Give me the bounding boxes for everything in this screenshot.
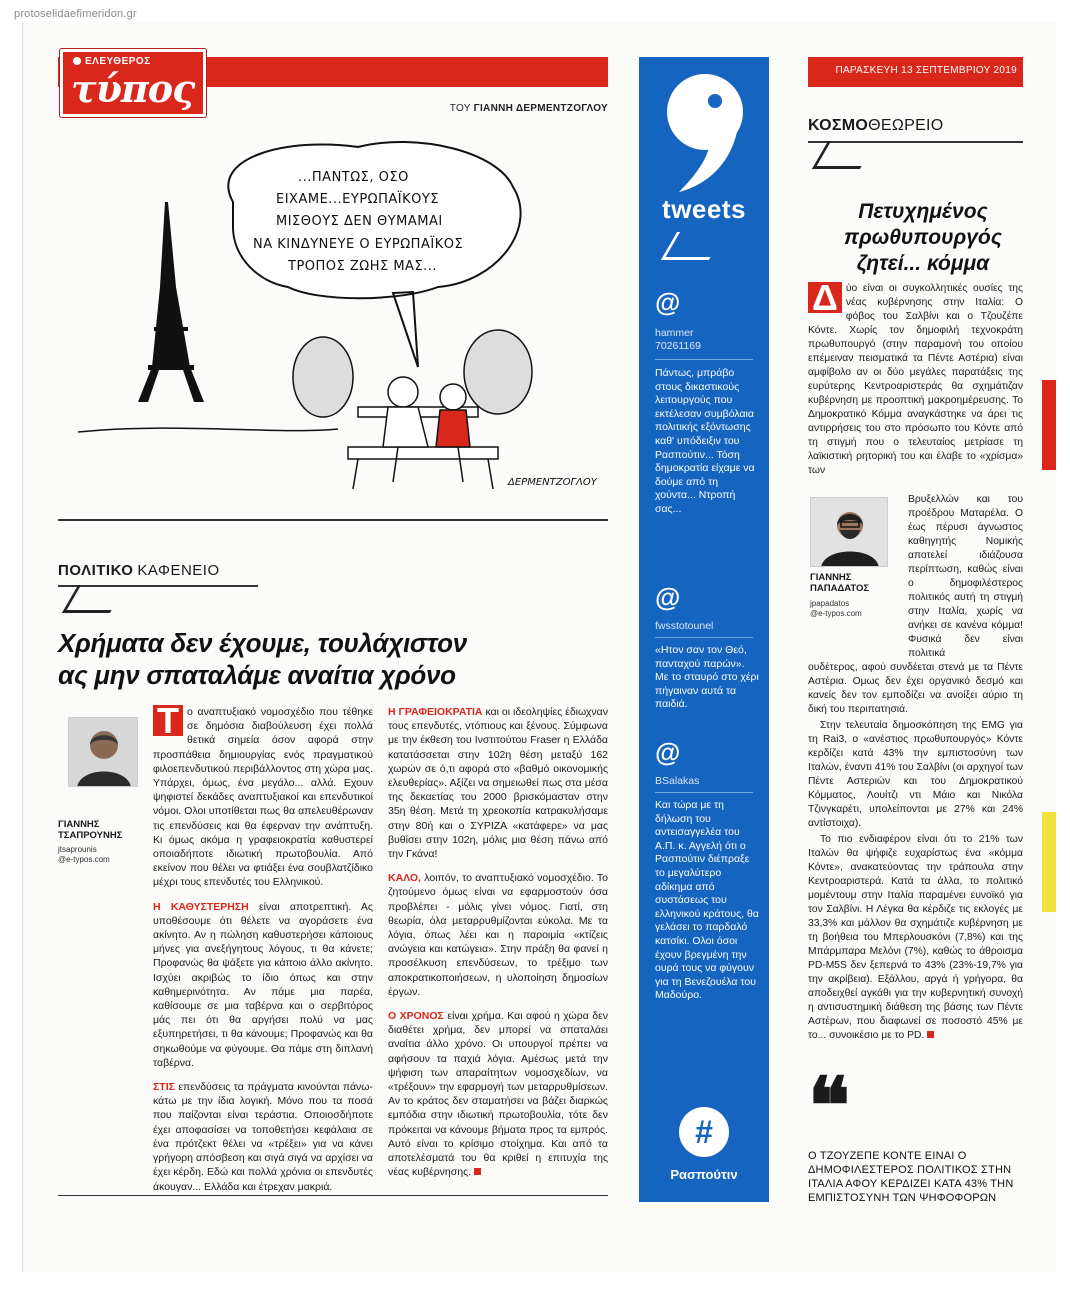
bubble-line-4: ΝΑ ΚΙΝΔΥΝΕΥΕ Ο ΕΥΡΩΠΑΪΚΟΣ [253, 237, 464, 252]
author-handle-left [58, 845, 110, 865]
section-title-light: ΚΑΦΕΝΕΙΟ [137, 562, 220, 579]
byline-name: ΓΙΑΝΝΗ ΔΕΡΜΕΝΤΖΟΓΛΟΥ [473, 103, 608, 114]
tweet-separator-1 [655, 359, 753, 360]
tweet-handle-1-line-2: 70261169 [655, 340, 701, 352]
author-right-first-name: ΓΙΑΝΝΗΣ [810, 572, 852, 583]
eiffel-tower-drawing [138, 202, 204, 402]
right-paragraph-1a-text: ύο είναι οι συγκολλητικές ουσίες της νέας κυβέρνησης στην Ιταλία: Ο φόβος του Σαλβίνι και ο Τζουζέπε Κόντε. Χωρίς τον δημοφιλή τεχνοκράτη πρωθυπουργό (στην παραμονή του οποίου επέμειναν πεισματικά τα Πέντε Αστέρια) είναι αμφίβολο αν οι δύο μεγάλες παρατάξεις της ευρύτερης Κεντροαριστεράς θα σχημάτιζαν κυβέρνηση με προοπτική μακροημέρευσης. Το Δημοκρατικό Κόμμα αναγκάστηκε να άρει τις αντιρρήσεις του στο πρόσωπο του Κόντε από τη στιγμή που ο τελευταίος μετρίασε τη λαϊκιστική ρητορική του και έλαβε το «χρίσμα» των [808, 283, 1023, 476]
ground-line [78, 428, 338, 432]
paragraph-2-text: είναι αποτρεπτική. Ας υποθέσουμε ότι θέλετε να αγοράσετε ένα ακίνητο. Αν η πώληση καθυστερήσει κάποιους μήνες για ανεξήγητους λόγους, τι θα κάνετε; Προφανώς θα ψάξετε για κάποιο άλλο ακίνητο. Ισχύει ακριβώς το ίδιο όπως και στην καθημερινότητα. Αν πάμε μια παρέα, καθίσουμε σε μια ταβέρνα και ο σερβιτόρος μάς πει ότι θα αργήσει πολύ να μας εξυπηρετήσει, τι θα κάνουμε; Προφανώς και θα σηκωθούμε να φύγουμε. Θα πάμε στη διπλανή ταβέρνα. [153, 900, 373, 1069]
cartoon-signature: ΔΕΡΜΕΝΤΖΟΓΛΟΥ [508, 477, 597, 488]
dropcap-right: Δ [808, 282, 842, 313]
author-right-handle-1: jpapadatos [810, 599, 850, 608]
article-body-col-2 [388, 705, 608, 1182]
end-mark-right-icon [927, 1031, 934, 1038]
section-title-right [808, 117, 944, 135]
bottom-rule-left [58, 1195, 608, 1196]
paragraph-4-lead: Η ΓΡΑΦΕΙΟΚΡΑΤΙΑ [388, 706, 483, 718]
author-name-left [58, 819, 122, 841]
section-hook-icon [62, 585, 126, 613]
hashtag-icon: # [679, 1107, 729, 1157]
section-title-bold: ΠΟΛΙΤΙΚΟ [58, 562, 134, 579]
right-paragraph-3 [808, 833, 1023, 1043]
right-paragraph-2: Στην τελευταία δημοσκόπηση της EMG για τη Rai3, ο «ανέστιος πρωθυπουργός» Κόντε κερδίζει κατά 43% την εμπιστοσύνη των Ιταλών, έναντι 41% του Σαλβίνι (οι αρχηγοί των Πέντε Αστεριών και του Δημοκρατικού Κόμματος, Λουίτζι ντι Μάιο και Νικόλα Τζινγκαρέτι, υπολείπονται με 27% και 24% αντίστοιχα). [808, 720, 1023, 829]
right-body-top [808, 277, 1023, 480]
byline [450, 103, 608, 114]
right-paragraph-1c: ουδέτερος, αφού συνδέεται στενά με τα Πέντε Αστέρια. Ομως δεν έχει οργανικό δεσμό και κανείς δεν τον εμποδίζει να ανοίξει αύριο τη δική του περιπατησιά. [808, 662, 1023, 715]
logo-main-text: τύπος [71, 66, 195, 111]
bubble-line-2: ΕΙΧΑΜΕ...ΕΥΡΩΠΑΪΚΟΥΣ [276, 192, 440, 207]
bubble-line-5: ΤΡΟΠΟΣ ΖΩΗΣ ΜΑΣ... [288, 259, 438, 274]
logo [60, 49, 206, 117]
paragraph-5-lead: ΚΑΛΟ, [388, 872, 421, 885]
author-last-name: ΤΣΑΠΡΟΥΝΗΣ [58, 830, 123, 841]
issue-date: ΠΑΡΑΣΚΕΥΗ 13 ΣΕΠΤΕΜΒΡΙΟΥ 2019 [835, 65, 1017, 76]
paragraph-6-lead: Ο ΧΡΟΝΟΣ [388, 1010, 444, 1023]
tweet-handle-3[interactable]: BSalakas [655, 775, 700, 787]
bubble-line-3: ΜΙΣΘΟΥΣ ΔΕΝ ΘΥΜΑΜΑΙ [276, 214, 443, 229]
paragraph-3 [153, 1080, 373, 1194]
newspaper-page [22, 22, 1056, 1272]
right-headline-line-1: Πετυχημένος [858, 200, 988, 223]
page-edge-red-mark [1042, 380, 1056, 470]
tweet-text-3: Και τώρα με τη δήλωση του αντεισαγγελέα του Α.Π. κ. Αγγελή ότι ο Ρασπούτιν διέπραξε το μεγαλύτερο αδίκημα από συστάσεως του ελληνικού κράτους, θα γελάσει το παρδαλό κατσίκι. Ολοι όσοι έχουν βρεγμένη την ουρά τους να φύγουν για τη Βενεζουέλα του Μαδούρο. [655, 799, 759, 1002]
author-handle-2: @e-typos.com [58, 855, 110, 864]
at-icon-3: @ [655, 737, 681, 767]
tweet-text-1: Πάντως, μπράβο στους δικαστικούς λειτουργούς που εκτέλεσαν συμβόλαια πολιτικής εξόντωσης καθ' υπόδειξιν του Ρασπούτιν... Τόση δημοκρατία είχαμε να δούμε από τη χούντα... Ντροπή σας... [655, 367, 755, 515]
logo-small-text: ΕΛΕΥΘΕΡΟΣ [73, 56, 151, 67]
at-icon-1: @ [655, 287, 681, 317]
tweet-handle-1-line-1: hammer [655, 327, 694, 339]
quote-mark-icon: ❝ [808, 1061, 850, 1152]
paragraph-3-lead: ΣΤΙΣ [153, 1081, 175, 1094]
tweets-column [639, 57, 769, 1202]
tweet-handle-2[interactable]: fwsstotounel [655, 620, 714, 632]
tweet-text-2: «Ητον σαν τον Θεό, πανταχού παρών». Με το σταυρό στο χέρι πήγαιναν αυτά τα παιδιά. [655, 644, 759, 711]
author-right-handle-2: @e-typos.com [810, 609, 862, 618]
paragraph-4 [388, 705, 608, 861]
pull-quote-caption: Ο ΤΖΟΥΖΕΠΕ ΚΟΝΤΕ ΕΙΝΑΙ Ο ΔΗΜΟΦΙΛΕΣΤΕΡΟΣ ΠΟΛΙΤΙΚΟΣ ΣΤΗΝ ΙΤΑΛΙΑ ΑΦΟΥ ΚΕΡΔΙΖΕΙ ΚΑΤΑ 43% ΤΗΝ ΕΜΠΙΣΤΟΣΥΝΗ ΤΩΝ ΨΗΦΟΦΟΡΩΝ [808, 1150, 1014, 1204]
paragraph-4-text: και οι ιδεοληψίες έδιωχναν τους επενδυτές, ντόπιους και ξένους. Σύμφωνα με την έκθεση του Ινστιτούτου Fraser η Ελλάδα κατατάσσεται στην 102η θέση μεταξύ 162 χωρών σε ό,τι αφορά στο «βαθμό οικονομικής ελευθερίας». Αξίζει να σημειωθεί πως στα μέσα της δεκαετίας του 2000 βρισκόμασταν στην 35η θέση. Μετά τη χρεοκοπία κατρακυλήσαμε στην 80ή και ο ΣΥΡΙΖΑ «κατάφερε» να μας βυθίσει στην 102η, μόλις μια θέση πάνω από την Γκάνα! [388, 706, 608, 861]
author-handle-right [810, 599, 862, 619]
author-name-right [810, 572, 869, 594]
tweet-handle-1[interactable] [655, 327, 701, 353]
paragraph-1 [153, 700, 373, 890]
tweets-logo-icon [657, 67, 752, 197]
right-body-bottom [808, 661, 1023, 1045]
right-body-beside-photo: Βρυξελλών και του προέδρου Ματαρέλα. Ο έως πέρυσι άγνωστος καθηγητής Νομικής αποτελεί ιδιάζουσα περίπτωση, καθώς είναι ο δημοφιλέστερος πολιτικός αυτή τη στιγμή στην Ιταλία, χωρίς να ανήκει σε κανένα κόμμα! Φυσικά δεν είναι πολιτικά [908, 494, 1023, 659]
author-photo-tsaprounis [68, 717, 138, 787]
author-first-name: ΓΙΑΝΝΗΣ [58, 819, 100, 830]
section-right-bold: ΚΟΣΜΟ [808, 117, 869, 134]
at-icon-2: @ [655, 582, 681, 612]
paragraph-3-text: επενδύσεις τα πράγματα κινούνται πάνω-κάτω με την ίδια λογική. Μόνο που τα ποσά που παίζονται είναι τεράστια. Οποιοσδήποτε έχει αποφασίσει να τοποθετήσει κεφάλαια σε ένα πρότζεκτ θέλει να «τρέξει» για να κάνει γρήγορη απόσβεση και σιγά σιγά να αρχίσει να έχει κέρδη. Εδώ και πολλά χρόνια οι επενδυτές άκουγαν... Ελλάδα και έτρεχαν μακριά. [153, 1081, 373, 1193]
tweets-hook-icon [661, 232, 725, 260]
paragraph-2 [153, 900, 373, 1070]
paragraph-6-text: είναι χρήμα. Και αφού η χώρα δεν διαθέτει χρήμα, δεν μπορεί να σπαταλάει αναίτια άλλο χρόνο. Οι υπουργοί πρέπει να αφήσουν τα παχιά λόγια. Αμέσως μετά την ψήφιση των απαραίτητων νομοσχεδίων, να «τρέξουν» την εφαρμογή των μεταρρυθμίσεων. Αν το κράτος δεν σταματήσει να βάζει διαρκώς εμπόδια στην ιδιωτική πρωτοβουλία, τότε δεν πρόκειται να κάνουμε βήματα προς τα εμπρός. Αυτό είναι το κρίσιμο στοίχημα. Και από τα αποτελέσματά του θα κριθεί η επιτυχία της νέας κυβέρνησης. [388, 1010, 609, 1179]
section-title-left [58, 562, 220, 579]
paragraph-1-text: ο αναπτυξιακό νομοσχέδιο που τέθηκε σε δημόσια διαβούλευση έχει πολλά θετικά σημεία όσον αφορά στην προσπάθεια δημιουργίας ενός πραγματικού φιλοεπενδυτικού περιβάλλοντος στη χώρα μας. Υπάρχει, όμως, ένα μεγάλο... αλλά. Εχουν ψηφιστεί δεκάδες αναπτυξιακοί και επενδυτικοί νόμοι. Ολοι υποτίθεται πως θα απελευθέρωναν τις επενδύσεις και θα έφερναν την ανάπτυξη. Κι όμως ακόμα η γραφειοκρατία καθυστερεί οποιαδήποτε ιδιωτική πρωτοβουλία. Από εκείνον που θέλει να φτιάξει ένα σουβλατζίδικο μέχρι τους επενδυτές του Ελληνικού. [153, 706, 373, 889]
article-body-col-1 [153, 700, 373, 1196]
section-right-light: ΘΕΩΡΕΙΟ [868, 117, 944, 134]
article-headline-line-1: Χρήματα δεν έχουμε, τουλάχιστον [58, 628, 467, 658]
article-headline-line-2: ας μην σπαταλάμε αναίτια χρόνο [58, 660, 456, 690]
section-divider [58, 519, 608, 521]
cartoon [58, 117, 608, 497]
right-headline [828, 199, 1018, 277]
page-edge-yellow-mark [1042, 812, 1056, 912]
section-right-hook-icon [812, 141, 876, 169]
paragraph-5 [388, 871, 608, 999]
right-headline-line-3: ζητεί... κόμμα [856, 252, 990, 275]
dropcap-left: Τ [153, 705, 183, 736]
tweet-separator-3 [655, 792, 753, 793]
watermark: protoselidaefimeridon.gr [14, 8, 137, 20]
tweets-title: tweets [662, 194, 746, 224]
paragraph-5-text: λοιπόν, το αναπτυξιακό νομοσχέδιο. Το ζητούμενο όμως είναι να εφαρμοστούν όσα προβλέπει - μόλις γίνει νόμος. Γιατί, στη θεωρία, όλα μεταρρυθμίζονται εύκολα. Με τα λόγια, όπως λέει και η παροιμία «κτίζεις ανώγεια και κατώγεια». Στην πράξη θα φανεί η προσέλκυση επενδύσεων, το τρέξιμο των αποκρατικοποιήσεων, η υλοποίηση δημοσίων έργων. [388, 872, 608, 998]
author-photo-papadatos [810, 497, 888, 567]
author-right-last-name: ΠΑΠΑΔΑΤΟΣ [810, 583, 870, 594]
right-paragraph-1a [808, 277, 1023, 478]
tweet-separator-2 [655, 637, 753, 638]
raspoutin-label: Ρασπούτιν [670, 1167, 738, 1182]
right-headline-line-2: πρωθυπουργός [844, 226, 1002, 249]
author-handle-1: jtsaprounis [58, 845, 97, 854]
bubble-line-1: ...ΠΑΝΤΩΣ, ΟΣΟ [298, 170, 409, 185]
paragraph-6 [388, 1009, 608, 1179]
right-paragraph-3-text: Το πιο ενδιαφέρον είναι ότι το 21% των Ιταλών θα ψήφιζε ευχαρίστως ένα «κόμμα Κόντε», ανακατεύοντας την τράπουλα στην Κεντροαριστερά. Κατά τα άλλα, το πολιτικό μομέντουμ στην Ιταλία παραμένει ευνοϊκό για τον Σαλβίνι. Η Λέγκα θα κέρδιζε τις εκλογές με 33,3% και μάλλον θα σχημάτιζε κυβέρνηση με τη βοήθεια του Μπερλουσκόνι (7,8%) και της Μπάρμπαρα Μελόνι (7%), καθώς το άθροισμα PD-M5S δεν ξεπερνά το 43% (23%-19,7% για την ακρίβεια). Εξάλλου, αργά ή γρήγορα, θα αποδειχθεί αγκάθι για την κυβερνητική συνοχή η αντισυστημική διάθεση της βάσης των Πέντε Αστέρων, που διαφωνεί σε ποσοστό 45% με το... συνοικέσιο με το PD. [808, 834, 1023, 1041]
paragraph-2-lead: Η ΚΑΘΥΣΤΕΡΗΣΗ [153, 900, 249, 913]
byline-prefix: ΤΟΥ [449, 103, 471, 114]
end-mark-icon [474, 1168, 481, 1175]
